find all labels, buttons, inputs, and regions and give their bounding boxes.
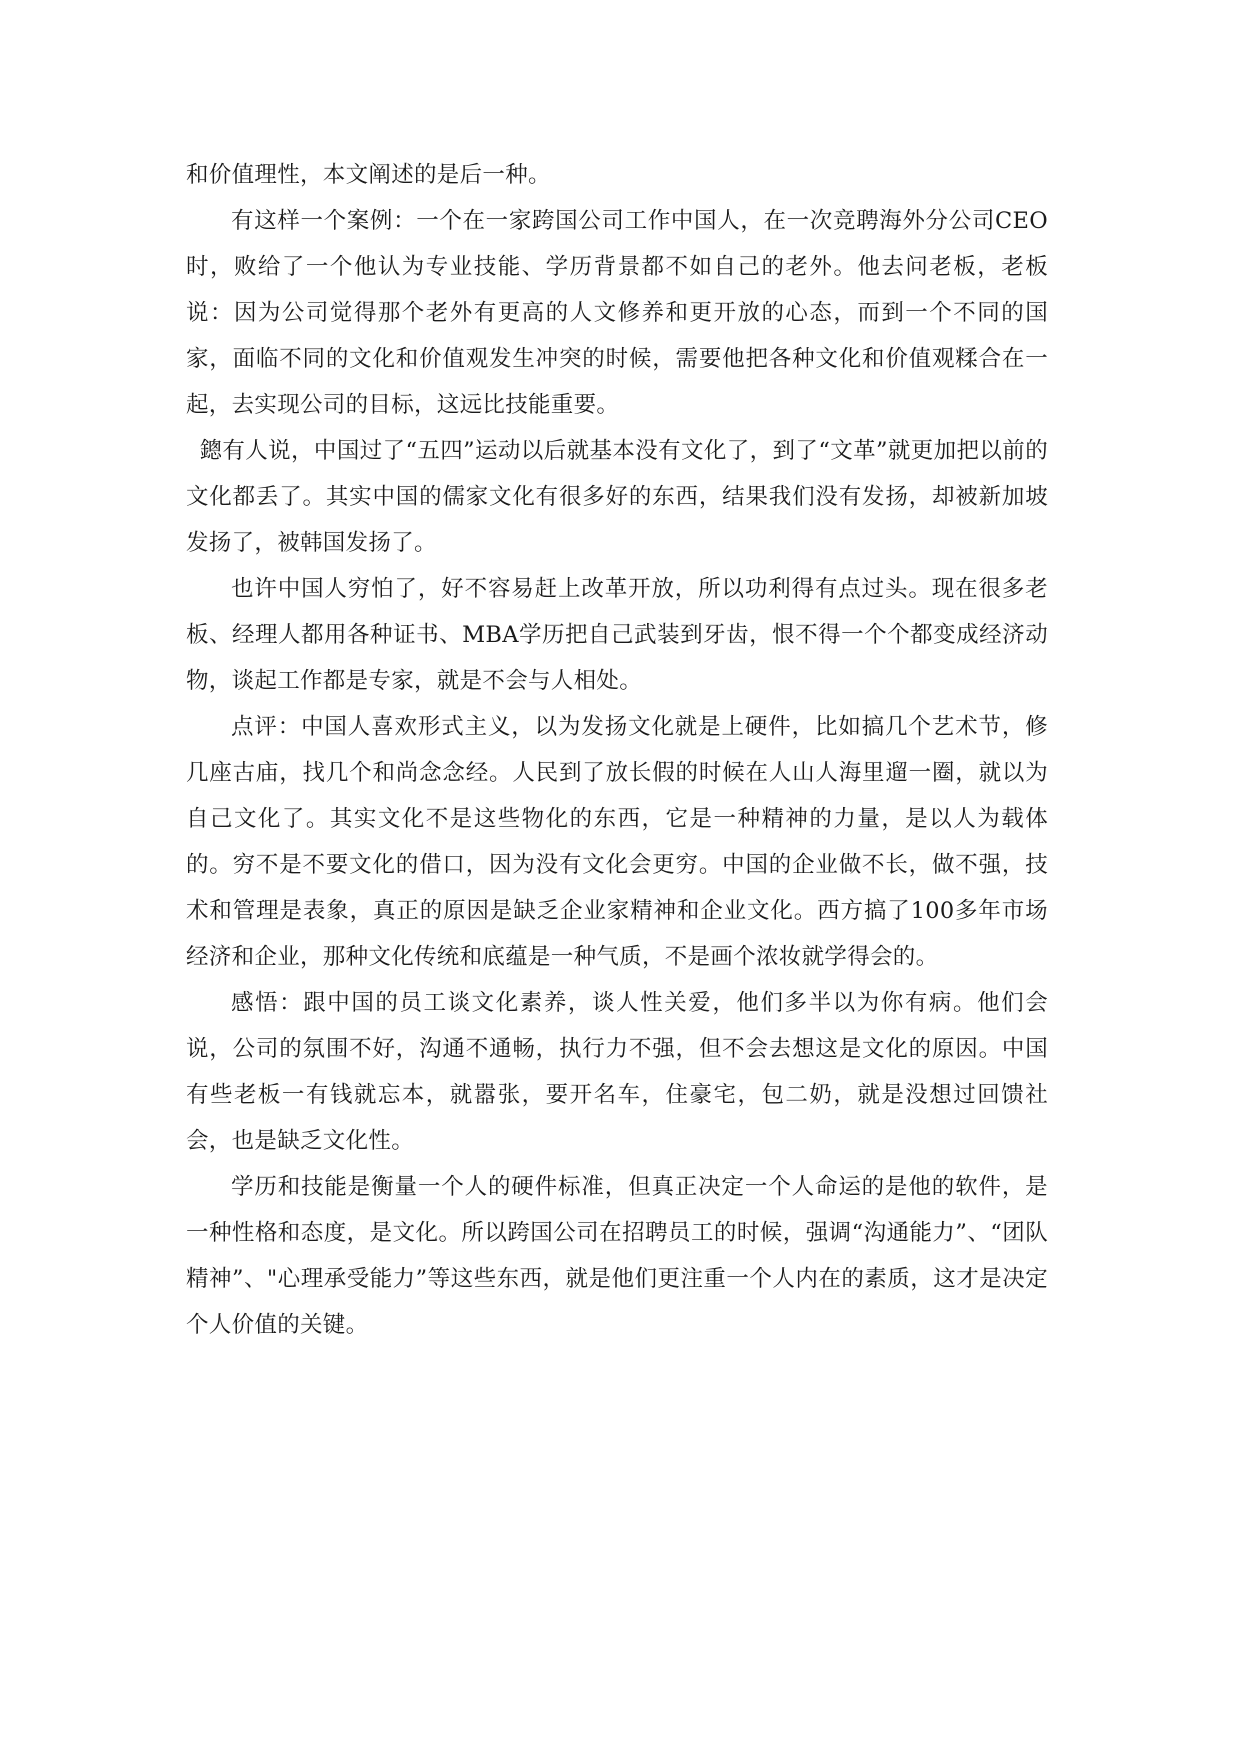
- paragraph-commentary: 点评：中国人喜欢形式主义，以为发扬文化就是上硬件，比如搞几个艺术节，修几座古庙，找几个和尚念念经。人民到了放长假的时候在人山人海里遛一圈，就以为自己文化了。其实文化不是这些物化的东西，它是一种精神的力量，是以人为载体的。穷不是不要文化的借口，因为没有文化会更穷。中国的企业做不长，做不强，技术和管理是表象，真正的原因是缺乏企业家精神和企业文化。西方搞了100多年市场经济和企业，那种文化传统和底蕴是一种气质，不是画个浓妆就学得会的。: [186, 714, 1048, 970]
- paragraph-may-fourth: 鏓有人说，中国过了“五四”运动以后就基本没有文化了，到了“文革”就更加把以前的文化都丢了。其实中国的儒家文化有很多好的东西，结果我们没有发扬，却被新加坡发扬了，被韩国发扬了。: [186, 438, 1048, 556]
- paragraph-conclusion: 学历和技能是衡量一个人的硬件标准，但真正决定一个人命运的是他的软件，是一种性格和态度，是文化。所以跨国公司在招聘员工的时候，强调“沟通能力”、“团队精神”、"心理承受能力”等这些东西，就是他们更注重一个人内在的素质，这才是决定个人价值的关键。: [186, 1174, 1048, 1338]
- paragraph-utilitarian: 也许中国人穷怕了，好不容易赶上改革开放，所以功利得有点过头。现在很多老板、经理人都用各种证书、MBA学历把自己武装到牙齿，恨不得一个个都变成经济动物，谈起工作都是专家，就是不会与人相处。: [186, 576, 1048, 694]
- document-body: [186, 152, 1048, 1348]
- paragraph-reflection: 感悟：跟中国的员工谈文化素养，谈人性关爱，他们多半以为你有病。他们会说，公司的氛围不好，沟通不通畅，执行力不强，但不会去想这是文化的原因。中国有些老板一有钱就忘本，就嚣张，要开名车，住豪宅，包二奶，就是没想过回馈社会，也是缺乏文化性。: [186, 990, 1048, 1154]
- paragraph-case-study: 有这样一个案例：一个在一家跨国公司工作中国人，在一次竞聘海外分公司CEO时，败给了一个他认为专业技能、学历背景都不如自己的老外。他去问老板，老板说：因为公司觉得那个老外有更高的人文修养和更开放的心态，而到一个不同的国家，面临不同的文化和价值观发生冲突的时候，需要他把各种文化和价值观糅合在一起，去实现公司的目标，这远比技能重要。: [186, 208, 1048, 418]
- paragraph-continuation: 和价值理性，本文阐述的是后一种。: [186, 162, 551, 188]
